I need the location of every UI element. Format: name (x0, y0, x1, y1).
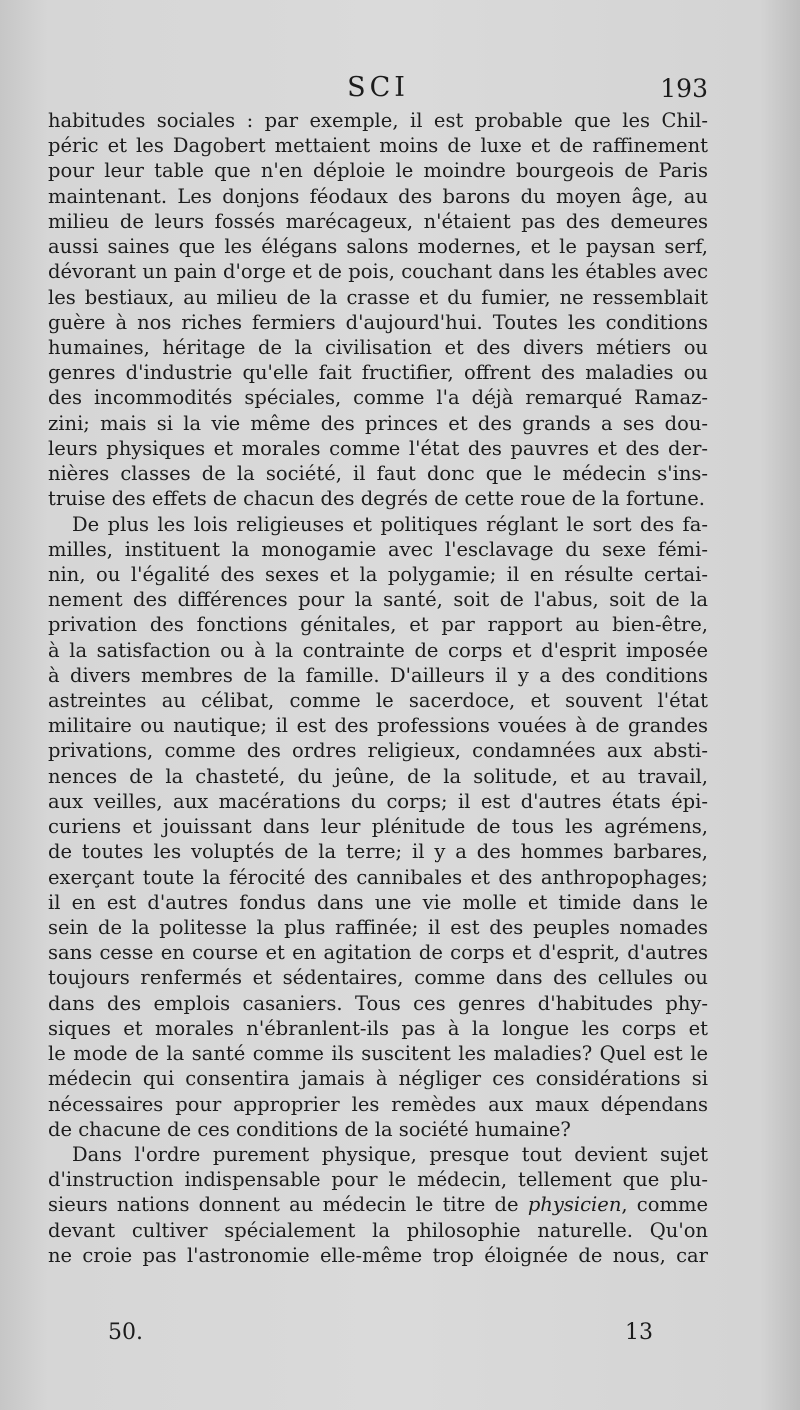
text-line: nin, ou l'égalité des sexes et la polygamie; il en résulte certai- (48, 562, 708, 586)
text-line: Dans l'ordre purement physique, presque tout devient sujet (72, 1142, 708, 1166)
text-line: guère à nos riches fermiers d'aujourd'hui. Toutes les conditions (48, 310, 708, 334)
text-line: de chacune de ces conditions de la société humaine? (48, 1117, 571, 1141)
text-line: médecin qui consentira jamais à négliger ces considérations si (48, 1067, 708, 1091)
text-line: ne croie pas l'astronomie elle-même trop éloignée de nous, car (48, 1243, 708, 1267)
page-footer (48, 1320, 708, 1352)
page-header (48, 72, 708, 108)
text-line: des incommodités spéciales, comme l'a déjà remarqué Ramaz- (48, 386, 708, 410)
text-line: dans des emplois casaniers. Tous ces genres d'habitudes phy- (48, 991, 708, 1015)
text-line: d'instruction indispensable pour le médecin, tellement que plu- (48, 1168, 708, 1192)
text-line: exerçant toute la férocité des cannibales et des anthropophages; (48, 865, 708, 889)
text-fragment: , comme (621, 1193, 708, 1217)
text-line: les bestiaux, au milieu de la crasse et du fumier, ne ressemblait (48, 285, 708, 309)
text-line: humaines, héritage de la civilisation et des divers métiers ou (48, 335, 708, 359)
text-line: truise des effets de chacun des degrés de cette roue de la fortune. (48, 487, 705, 511)
text-line: nences de la chasteté, du jeûne, de la solitude, et au travail, (48, 764, 708, 788)
text-line: habitudes sociales : par exemple, il est probable que les Chil- (48, 109, 708, 132)
text-line: nécessaires pour approprier les remèdes aux maux dépendans (48, 1092, 708, 1116)
text-line: aussi saines que les élégans salons modernes, et le paysan serf, (48, 235, 708, 259)
text-line: il en est d'autres fondus dans une vie molle et timide dans le (48, 890, 708, 914)
text-line: péric et les Dagobert mettaient moins de luxe et de raffinement (48, 134, 708, 158)
text-line: De plus les lois religieuses et politiques réglant le sort des fa- (72, 512, 708, 536)
text-line: privation des fonctions génitales, et par rapport au bien-être, (48, 613, 708, 637)
running-title: SCI (347, 72, 409, 103)
sheet-number: 13 (625, 1320, 653, 1345)
text-line: astreintes au célibat, comme le sacerdoce, et souvent l'état (48, 689, 708, 713)
text-line: nières classes de la société, il faut donc que le médecin s'ins- (48, 462, 708, 486)
text-line: curiens et jouissant dans leur plénitude de tous les agrémens, (48, 815, 708, 839)
text-line: aux veilles, aux macérations du corps; il est d'autres états épi- (48, 789, 708, 813)
text-line: sans cesse en course et en agitation de corps et d'esprit, d'autres (48, 941, 708, 965)
text-line: siques et morales n'ébranlent-ils pas à la longue les corps et (48, 1016, 708, 1040)
text-line: à divers membres de la famille. D'ailleurs il y a des conditions (48, 663, 708, 687)
text-line: militaire ou nautique; il est des professions vouées à de grandes (48, 714, 708, 738)
text-line: de toutes les voluptés de la terre; il y a des hommes barbares, (48, 840, 708, 864)
text-line: leurs physiques et morales comme l'état des pauvres et des der- (48, 436, 708, 460)
text-line: sein de la politesse la plus raffinée; il est des peuples nomades (48, 916, 708, 939)
text-line: nement des différences pour la santé, soit de l'abus, soit de la (48, 588, 708, 612)
text-line: maintenant. Les donjons féodaux des barons du moyen âge, au (48, 184, 708, 208)
text-line: à la satisfaction ou à la contrainte de corps et d'esprit imposée (48, 638, 708, 662)
text-line: milles, instituent la monogamie avec l'esclavage du sexe fémi- (48, 537, 708, 561)
text-line: zini; mais si la vie même des princes et des grands a ses dou- (48, 411, 708, 435)
text-line: milieu de leurs fossés marécageux, n'étaient pas des demeures (48, 209, 708, 233)
text-line: toujours renfermés et sédentaires, comme dans des cellules ou (48, 966, 708, 990)
text-line-with-italic (48, 1192, 708, 1217)
text-fragment: sieurs nations donnent au médecin le titre de (48, 1193, 519, 1217)
text-body (48, 108, 708, 1268)
text-line: genres d'industrie qu'elle fait fructifier, offrent des maladies ou (48, 361, 708, 385)
text-line: dévorant un pain d'orge et de pois, couchant dans les étables avec (48, 260, 708, 284)
text-line: le mode de la santé comme ils suscitent les maladies? Quel est le (48, 1042, 708, 1066)
italic-term: physicien (527, 1193, 622, 1217)
text-line: privations, comme des ordres religieux, condamnées aux absti- (48, 739, 708, 763)
signature-mark: 50. (108, 1320, 143, 1345)
page-number: 193 (660, 74, 708, 103)
text-line: devant cultiver spécialement la philosophie naturelle. Qu'on (48, 1218, 708, 1242)
text-line: pour leur table que n'en déploie le moindre bourgeois de Paris (48, 159, 708, 183)
